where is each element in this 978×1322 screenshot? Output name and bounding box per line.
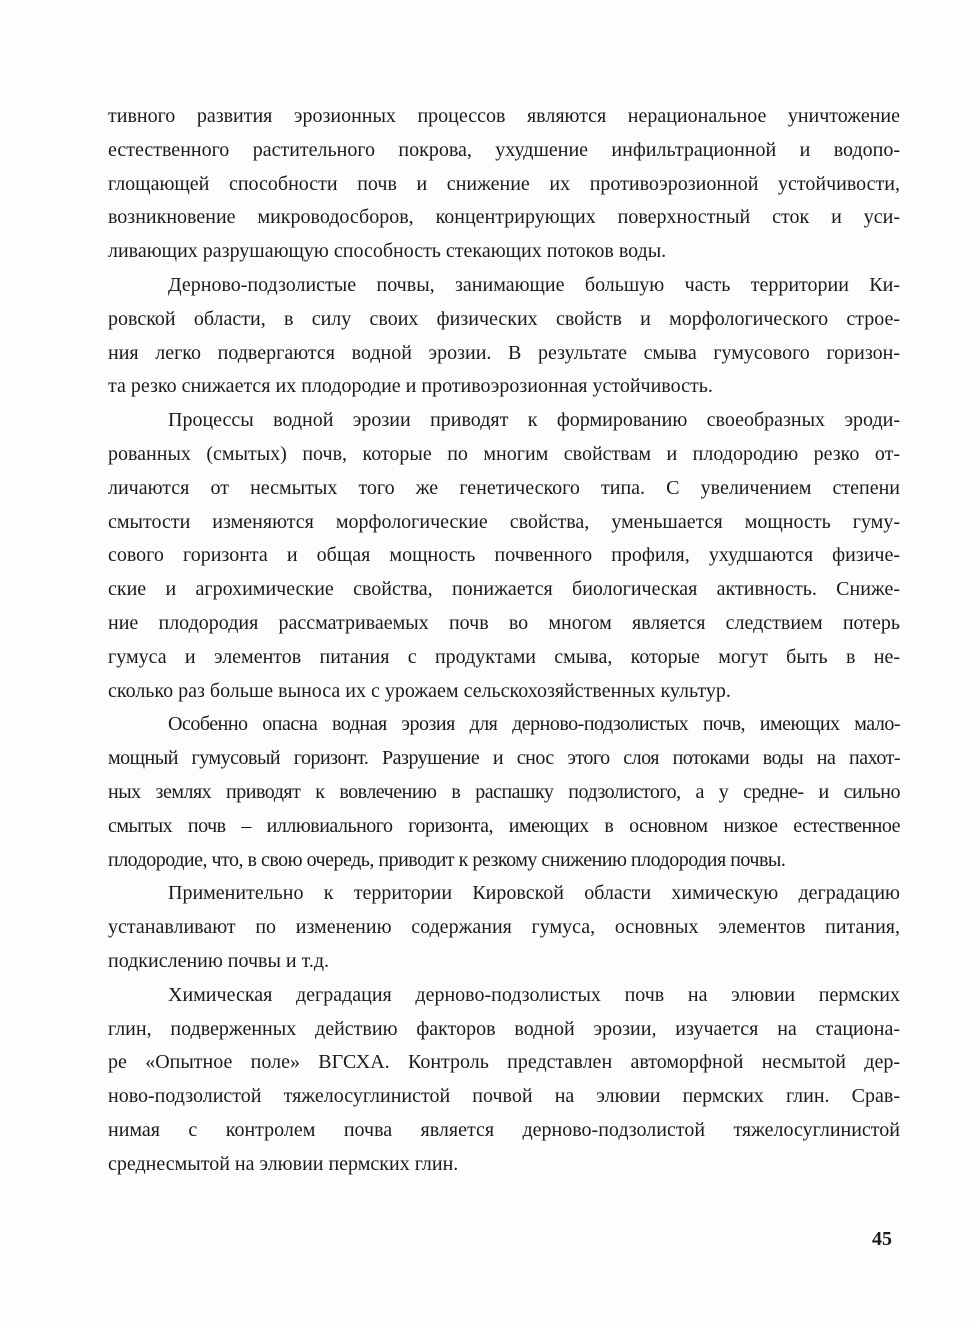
text-line: ровской области, в силу своих физических свойств и морфологического строе- — [108, 307, 900, 330]
text-line: та резко снижается их плодородие и противоэрозионная устойчивость. — [108, 375, 713, 398]
text-line: глощающей способности почв и снижение их противоэрозионной устойчивости, — [108, 172, 900, 195]
paragraph-6 — [108, 979, 900, 1182]
text-line: сового горизонта и общая мощность почвенного профиля, ухудшаются физиче- — [108, 544, 900, 567]
text-line: ливающих разрушающую способность стекающих потоков воды. — [108, 240, 667, 263]
text-line: рованных (смытых) почв, которые по многим свойствам и плодородию резко от- — [108, 442, 900, 465]
paragraph-3 — [108, 404, 900, 708]
text-line: ния легко подвергаются водной эрозии. В результате смыва гумусового горизон- — [108, 341, 900, 364]
text-line: мощный гумусовый горизонт. Разрушение и снос этого слоя потоками воды на пахот- — [108, 747, 900, 770]
text-line: Дерново-подзолистые почвы, занимающие большую часть территории Ки- — [168, 273, 900, 296]
text-line: гумуса и элементов питания с продуктами смыва, которые могут быть в не- — [108, 645, 900, 668]
text-line: среднесмытой на элювии пермских глин. — [108, 1152, 459, 1175]
text-line: нимая с контролем почва является дерново-подзолистой тяжелосуглинистой — [108, 1118, 900, 1141]
text-line: устанавливают по изменению содержания гумуса, основных элементов питания, — [108, 916, 900, 939]
text-line: ново-подзолистой тяжелосуглинистой почвой на элювии пермских глин. Срав- — [108, 1085, 900, 1108]
text-line: глин, подверженных действию факторов водной эрозии, изучается на стациона- — [108, 1017, 900, 1040]
text-line: смытости изменяются морфологические свойства, уменьшается мощность гуму- — [108, 510, 900, 533]
text-line: ние плодородия рассматриваемых почв во многом является следствием потерь — [108, 611, 900, 634]
text-line: плодородие, что, в свою очередь, приводит к резкому снижению плодородия почвы. — [108, 848, 786, 871]
text-line: личаются от несмытых того же генетического типа. С увеличением степени — [108, 476, 900, 499]
text-line: Химическая деградация дерново-подзолистых почв на элювии пермских — [168, 983, 900, 1006]
text-line: ре «Опытное поле» ВГСХА. Контроль представлен автоморфной несмытой дер- — [108, 1051, 900, 1074]
text-line: ных землях приводят к вовлечению в распашку подзолистого, а у средне- и сильно — [108, 780, 900, 803]
paragraph-4 — [108, 708, 900, 877]
text-line: подкислению почвы и т.д. — [108, 949, 330, 972]
text-line: Особенно опасна водная эрозия для дерново-подзолистых почв, имеющих мало- — [168, 713, 900, 736]
text-line: Процессы водной эрозии приводят к формированию своеобразных эроди- — [168, 409, 900, 432]
text-line: Применительно к территории Кировской области химическую деградацию — [168, 882, 900, 905]
paragraph-1 — [108, 100, 900, 269]
text-line: ские и агрохимические свойства, понижается биологическая активность. Сниже- — [108, 578, 900, 601]
paragraph-5 — [108, 877, 900, 978]
page-number: 45 — [872, 1228, 892, 1250]
text-line: возникновение микроводосборов, концентрирующих поверхностный сток и уси- — [108, 206, 900, 229]
text-line: смытых почв – иллювиального горизонта, имеющих в основном низкое естественное — [108, 814, 900, 837]
text-line: тивного развития эрозионных процессов являются нерациональное уничтожение — [108, 105, 900, 127]
text-line: естественного растительного покрова, ухудшение инфильтрационной и водопо- — [108, 138, 900, 161]
text-line: сколько раз больше выноса их с урожаем сельскохозяйственных культур. — [108, 679, 731, 702]
body-text — [108, 100, 900, 1182]
paragraph-2 — [108, 269, 900, 404]
